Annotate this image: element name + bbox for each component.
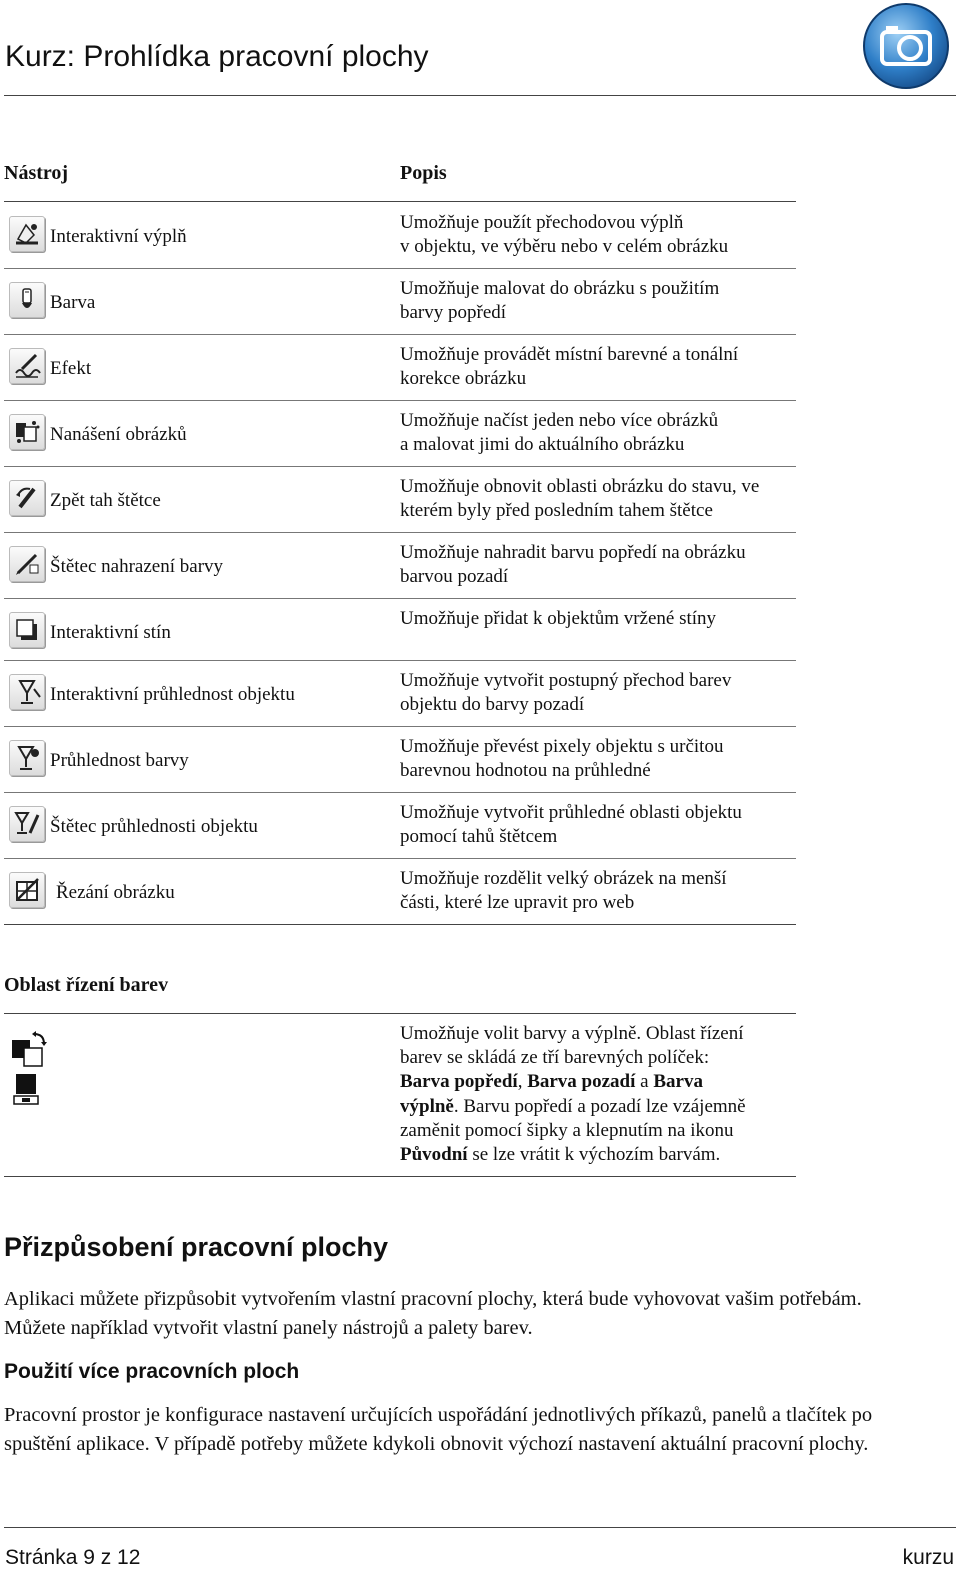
effect-brush-icon — [9, 348, 45, 384]
camera-logo-icon — [862, 2, 950, 90]
page-number: Stránka 9 z 12 — [5, 1546, 141, 1569]
transparency-brush-icon — [9, 806, 45, 842]
table-row — [4, 202, 796, 269]
tool-description: Umožňuje obnovit oblasti obrázku do stavu, ve kterém byly před posledním tahem štětce — [400, 476, 760, 521]
table-row — [4, 466, 796, 533]
tool-description: Umožňuje vytvořit postupný přechod barev objektu do barvy pozadí — [400, 670, 732, 715]
tool-name: Řezání obrázku — [56, 882, 175, 903]
tool-description: Umožňuje použít přechodovou výplň v objektu, ve výběru nebo v celém obrázku — [400, 212, 729, 257]
customize-paragraph: Aplikaci můžete přizpůsobit vytvořením vlastní pracovní plochy, která bude vyhovovat vašim potřebám. Můžete například vytvořit vlastní panely nástrojů a palety barev. — [4, 1288, 862, 1339]
page-title: Kurz: Prohlídka pracovní plochy — [5, 40, 429, 73]
table-row — [4, 660, 796, 727]
drop-shadow-icon — [9, 612, 45, 648]
tool-description: Umožňuje vytvořit průhledné oblasti objektu pomocí tahů štětcem — [400, 802, 742, 847]
tool-description: Umožňuje načíst jeden nebo více obrázků a malovat jimi do aktuálního obrázku — [400, 410, 719, 455]
tool-description: Umožňuje provádět místní barevné a tonální korekce obrázku — [400, 344, 739, 389]
replace-color-brush-icon — [9, 546, 45, 582]
tool-name: Interaktivní průhlednost objektu — [50, 684, 295, 705]
table-row — [4, 400, 796, 467]
color-control-heading: Oblast řízení barev — [4, 974, 169, 996]
tool-name: Štětec průhlednosti objektu — [50, 816, 258, 837]
column-header-tool: Nástroj — [4, 162, 69, 184]
tool-name: Interaktivní výplň — [50, 226, 187, 247]
tool-name: Průhlednost barvy — [50, 750, 189, 771]
tool-description: Umožňuje přidat k objektům vržené stíny — [400, 608, 717, 629]
customize-heading: Přizpůsobení pracovní plochy — [4, 1232, 389, 1262]
color-control-description: Umožňuje volit barvy a výplně. Oblast řízení barev se skládá ze tří barevných políček: Barva popředí, Barva pozadí a Barva výplně. Barvu popředí a pozadí lze vzájemně zaměnit pomocí šipky a klepnutím na ikonu Původní se lze vrátit k výchozím barvám. — [400, 1023, 746, 1166]
tool-description: Umožňuje nahradit barvu popředí na obrázku barvou pozadí — [400, 542, 746, 587]
header-divider — [4, 95, 956, 96]
color-transparency-icon — [9, 740, 45, 776]
table-row — [4, 268, 796, 335]
footer-divider — [4, 1527, 956, 1528]
column-header-description: Popis — [400, 162, 447, 184]
color-control-icon — [8, 1030, 52, 1110]
tool-description: Umožňuje převést pixely objektu s určitou barevnou hodnotou na průhledné — [400, 736, 724, 781]
tool-description: Umožňuje malovat do obrázku s použitím barvy popředí — [400, 278, 720, 323]
interactive-fill-icon — [9, 216, 45, 252]
workspace-paragraph: Pracovní prostor je konfigurace nastavení určujících uspořádání jednotlivých příkazů, panelů a tlačítek po spuštění aplikace. V případě potřeby můžete kdykoli obnovit výchozí nastavení aktuální pracovní plochy. — [4, 1404, 873, 1455]
footer-label: kurzu — [902, 1546, 954, 1569]
multiple-workspaces-heading: Použití více pracovních ploch — [4, 1360, 300, 1383]
image-slicer-icon — [9, 872, 45, 908]
tool-description: Umožňuje rozdělit velký obrázek na menší části, které lze upravit pro web — [400, 868, 727, 913]
table-row — [4, 726, 796, 793]
table-row — [4, 334, 796, 401]
tool-name: Nanášení obrázků — [50, 424, 187, 445]
tool-name: Efekt — [50, 358, 92, 379]
undo-brush-icon — [9, 480, 45, 516]
paint-brush-icon — [9, 282, 45, 318]
table-row — [4, 598, 796, 661]
tool-name: Interaktivní stín — [50, 622, 171, 643]
tool-name: Barva — [50, 292, 96, 313]
table-row — [4, 858, 796, 925]
table-row — [4, 1014, 796, 1177]
tool-name: Zpět tah štětce — [50, 490, 161, 511]
object-transparency-icon — [9, 674, 45, 710]
tool-name: Štětec nahrazení barvy — [50, 556, 224, 577]
image-sprayer-icon — [9, 414, 45, 450]
table-row — [4, 792, 796, 859]
table-row — [4, 532, 796, 599]
